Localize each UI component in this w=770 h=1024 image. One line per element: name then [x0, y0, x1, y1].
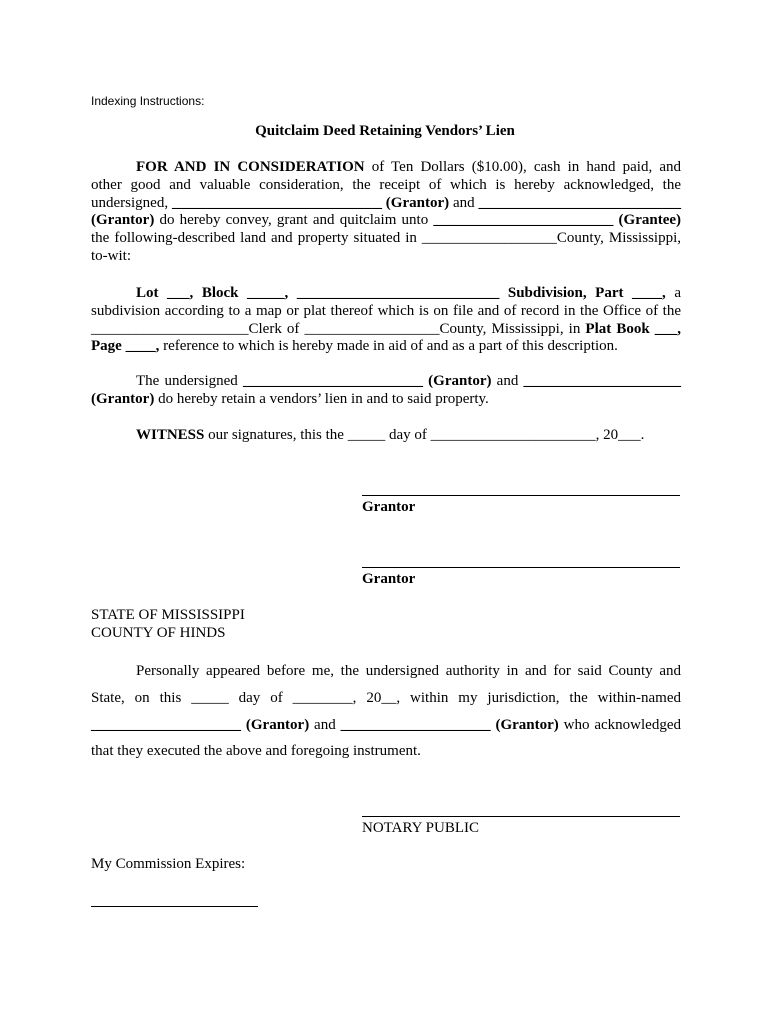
retain-lien-paragraph — [91, 373, 681, 409]
retain-line-2 — [91, 391, 681, 409]
commission-expires-label: My Commission Expires: — [91, 856, 246, 872]
convey-text: do hereby convey, grant and quitclaim unto — [154, 212, 434, 229]
consideration-line-4 — [91, 212, 681, 230]
plat-book: Plat Book ___, — [585, 320, 681, 337]
reference-text: reference to which is hereby made in aid of and as a part of this description. — [159, 338, 618, 355]
grantee-label: (Grantee) — [613, 212, 682, 229]
grantor-blank-1: ____________________________ — [171, 194, 382, 211]
notary-signature-line — [362, 816, 680, 817]
retain-grantor-blank-2: _____________________ — [523, 373, 682, 389]
ack-line-1 — [91, 658, 681, 685]
retain-grantor-label-2: (Grantor) — [91, 390, 155, 407]
grantor-signature-line-2 — [362, 567, 680, 568]
state-name: STATE OF MISSISSIPPI — [91, 607, 245, 623]
consideration-line-2: other good and valuable consideration, the receipt of which is hereby acknowledged, the — [91, 176, 681, 193]
retain-and-text: and — [491, 373, 524, 389]
ack-grantor-blank-1: ____________________ — [91, 716, 241, 733]
witness-line — [91, 427, 681, 445]
legal-description-paragraph — [91, 285, 681, 356]
clerk-county-text: _____________________Clerk of __________________County, Mississippi, in — [91, 320, 586, 337]
ack-line-2: State, on this _____ day of ________, 20__, within my jurisdiction, the within-named — [91, 689, 681, 706]
undersigned-text: The undersigned — [136, 373, 243, 389]
legal-line-1 — [91, 285, 681, 303]
consideration-line-1 — [91, 159, 681, 177]
ack-line-1-text: Personally appeared before me, the undersigned authority in and for said County and — [136, 663, 681, 679]
undersigned-label: undersigned, — [91, 194, 172, 211]
legal-line-1-text: a — [665, 285, 681, 301]
grantor-signature-label-1: Grantor — [362, 499, 416, 515]
witness-date-text: our signatures, this the _____ day of ______________________, 20___. — [204, 427, 645, 443]
consideration-lead: FOR AND IN CONSIDERATION — [136, 159, 365, 175]
ack-grantor-blank-2: ____________________ — [340, 716, 491, 733]
lot-block-subdivision: Lot ___, Block _____, ___________________________ Subdivision, Part ____, — [136, 285, 666, 301]
witness-lead: WITNESS — [136, 427, 205, 443]
retain-grantor-blank-1: ________________________ — [243, 373, 423, 389]
consideration-line-5: the following-described land and property situated in __________________County, Mississippi, — [91, 230, 681, 247]
ack-line-4: that they executed the above and foregoing instrument. — [91, 743, 421, 760]
acknowledgment-paragraph — [91, 658, 681, 765]
plat-page: Page ____, — [91, 338, 160, 355]
grantor-signature-line-1 — [362, 495, 680, 496]
acknowledged-text: who acknowledged — [558, 716, 681, 733]
state-county-block — [91, 606, 245, 642]
grantee-blank: ________________________ — [433, 212, 614, 229]
consideration-line-6: to-wit: — [91, 247, 131, 264]
ack-grantor-label-1: (Grantor) — [241, 716, 310, 733]
and-text: and — [449, 194, 479, 211]
notary-public-label: NOTARY PUBLIC — [362, 820, 480, 836]
retain-line-1 — [91, 373, 681, 391]
grantor-label-1: (Grantor) — [381, 194, 450, 211]
ack-and-text: and — [309, 716, 341, 733]
witness-paragraph — [91, 427, 681, 445]
consideration-line-3 — [91, 195, 681, 213]
county-name: COUNTY OF HINDS — [91, 625, 226, 641]
consideration-line-1-text: of Ten Dollars ($10.00), cash in hand paid, and — [364, 159, 681, 175]
retain-lien-text: do hereby retain a vendors’ lien in and to said property. — [154, 390, 489, 407]
grantor-blank-2: ___________________________ — [478, 194, 681, 211]
legal-line-3 — [91, 321, 681, 339]
indexing-instructions: Indexing Instructions: — [91, 94, 205, 108]
grantor-label-2: (Grantor) — [91, 212, 155, 229]
legal-line-2: subdivision according to a map or plat thereof which is on file and of record in the Office of the — [91, 302, 681, 319]
retain-grantor-label-1: (Grantor) — [423, 373, 492, 389]
commission-date-line — [91, 906, 258, 907]
consideration-paragraph — [91, 159, 681, 266]
document-title: Quitclaim Deed Retaining Vendors’ Lien — [255, 123, 515, 139]
ack-grantor-label-2: (Grantor) — [490, 716, 559, 733]
ack-line-3 — [91, 712, 681, 739]
legal-line-4 — [91, 338, 681, 356]
grantor-signature-label-2: Grantor — [362, 571, 416, 587]
